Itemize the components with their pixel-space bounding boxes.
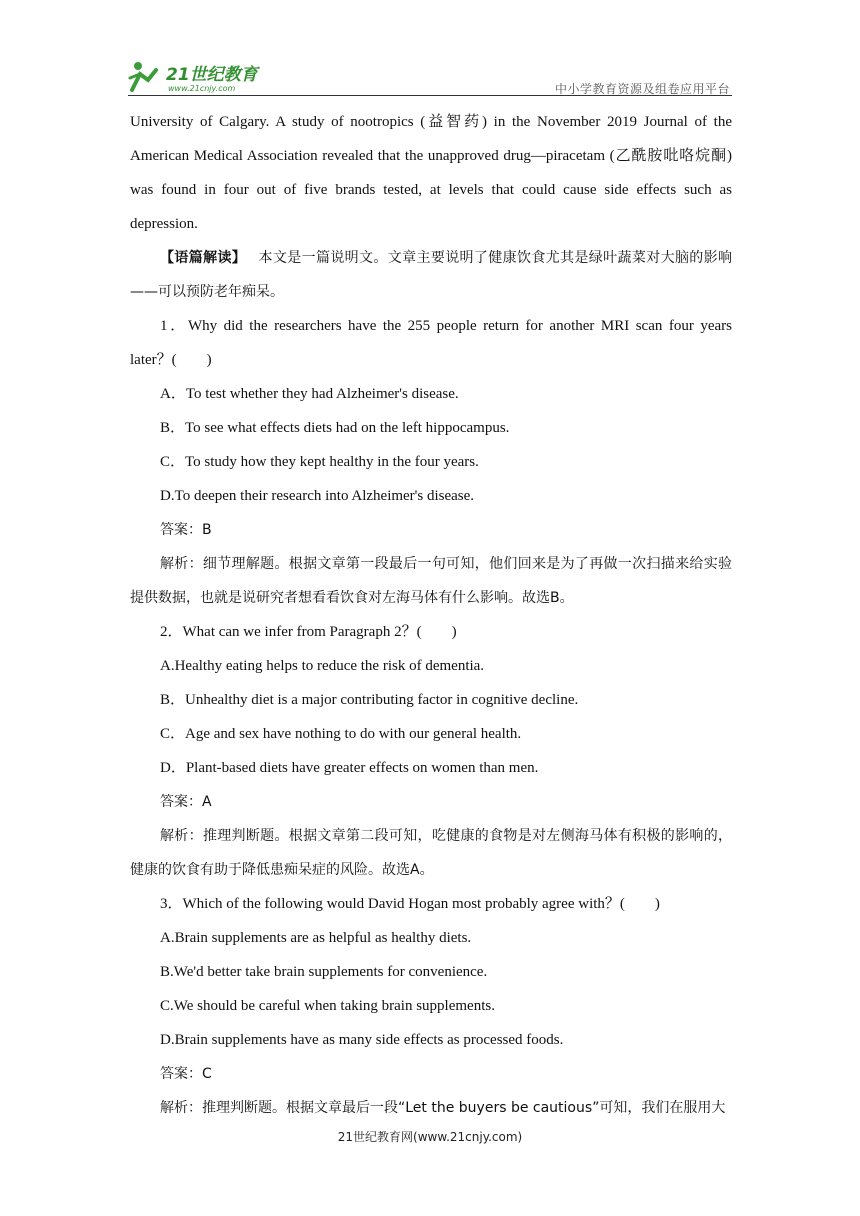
option-c: C．Age and sex have nothing to do with our general health. (160, 726, 522, 742)
answer: 答案：C (160, 1066, 212, 1082)
option-b: B．Unhealthy diet is a major contributing factor in cognitive decline. (160, 692, 579, 708)
answer: 答案：B (160, 522, 212, 538)
page-footer: 21世纪教育网(www.21cnjy.com) (337, 1130, 523, 1144)
logo-url: www.21cnjy.com (168, 84, 236, 93)
answer: 答案：A (160, 794, 212, 810)
reading-note-label: 【语篇解读】 (160, 250, 247, 266)
option-d: D.Brain supplements have as many side effects as processed foods. (160, 1032, 564, 1048)
question-stem: 2．What can we infer from Paragraph 2？( ) (160, 624, 457, 640)
question-stem: 3．Which of the following would David Hogan most probably agree with？( ) (160, 896, 660, 912)
analysis: 解析：细节理解题。根据文章第一段最后一句可知，他们回来是为了再做一次扫描来给实验提供数据，也就是说研究者想看看饮食对左海马体有什么影响。故选B。 (130, 556, 732, 606)
option-c: C．To study how they kept healthy in the four years. (160, 454, 479, 470)
header-divider (128, 95, 732, 96)
option-a: A.Healthy eating helps to reduce the risk of dementia. (160, 658, 485, 674)
question-1 (130, 309, 732, 615)
question-stem: 1．Why did the researchers have the 255 people return for another MRI scan four years later？( ) (130, 318, 732, 368)
option-a: A．To test whether they had Alzheimer's disease. (160, 386, 459, 402)
option-b: B.We'd better take brain supplements for convenience. (160, 964, 488, 980)
option-b: B．To see what effects diets had on the left hippocampus. (160, 420, 510, 436)
question-3 (130, 887, 732, 1125)
page-header (128, 56, 732, 96)
reading-note (130, 241, 732, 309)
site-logo (128, 60, 288, 94)
question-2 (130, 615, 732, 887)
option-d: D.To deepen their research into Alzheimer's disease. (160, 488, 475, 504)
reading-note-text: 本文是一篇说明文。文章主要说明了健康饮食尤其是绿叶蔬菜对大脑的影响——可以预防老年痴呆。 (130, 250, 733, 300)
header-tagline: 中小学教育资源及组卷应用平台 (554, 82, 730, 96)
option-d: D．Plant-based diets have greater effects on women than men. (160, 760, 539, 776)
logo-text: 21世纪教育 (166, 65, 258, 85)
analysis: 解析：推理判断题。根据文章最后一段“Let the buyers be cautious”可知，我们在服用大 (160, 1100, 726, 1116)
option-c: C.We should be careful when taking brain supplements. (160, 998, 495, 1014)
runner-logo-icon (128, 60, 288, 94)
option-a: A.Brain supplements are as helpful as healthy diets. (160, 930, 472, 946)
document-body (130, 105, 732, 1125)
passage-paragraph: University of Calgary. A study of nootropics (益智药) in the November 2019 Journal of the American Medical Association revealed that the unapproved drug—piracetam (乙酰胺吡咯烷酮) was found in four out of five brands tested, at levels that could cause side effects such as depression. (130, 114, 732, 232)
analysis: 解析：推理判断题。根据文章第二段可知，吃健康的食物是对左侧海马体有积极的影响的，健康的饮食有助于降低患痴呆症的风险。故选A。 (130, 828, 732, 878)
